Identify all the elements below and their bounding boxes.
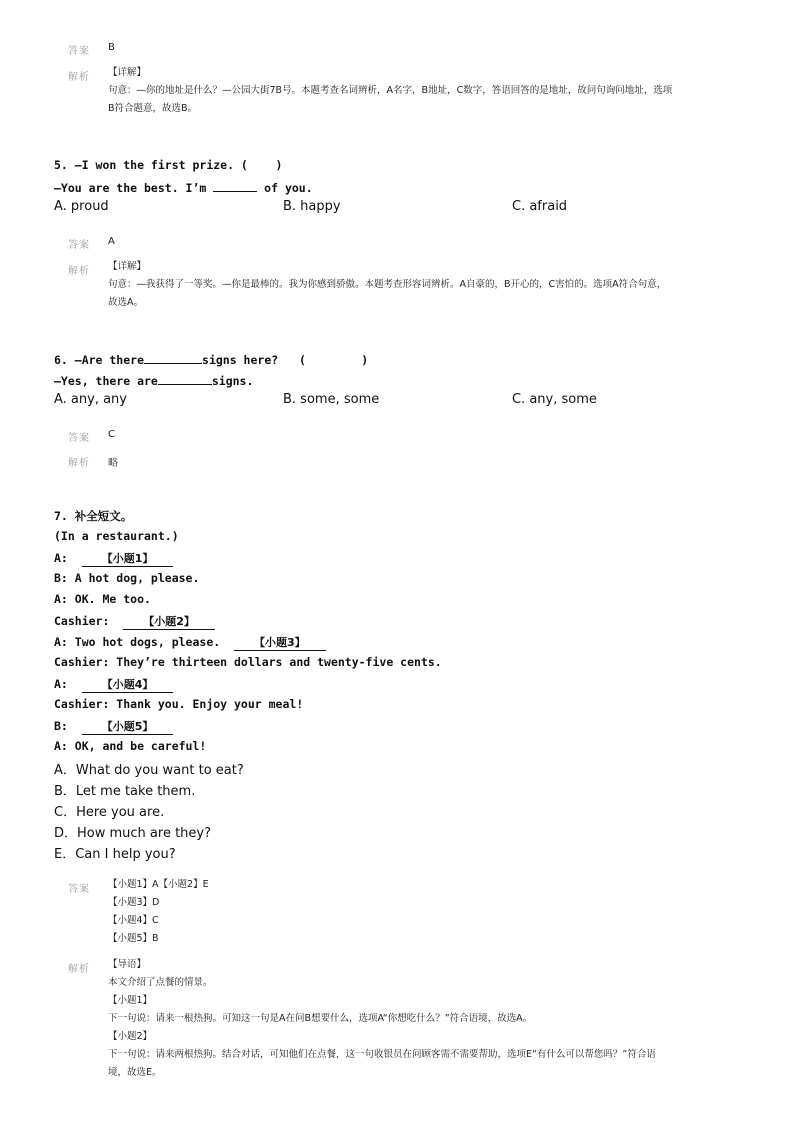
question-5-line2: —You are the best. I’m of you. xyxy=(54,181,313,195)
blank-3: 【小题3】 xyxy=(234,634,326,651)
dialogue-line: A: 【小题4】 xyxy=(54,676,173,693)
blank-4: 【小题4】 xyxy=(82,676,174,693)
question-7-title: 7. 补全短文。 xyxy=(54,509,133,523)
analysis-label: 解析 xyxy=(68,458,90,469)
analysis-text: 【详解】 句意：—我获得了一等奖。—你是最棒的。我为你感到骄傲。本题考查形容词辨析。A自豪的，B开心的，C害怕的。选项A符合句意， 故选A。 xyxy=(108,261,667,308)
dialogue-context: (In a restaurant.) xyxy=(54,529,179,543)
option-c: C. afraid xyxy=(512,199,568,214)
dialogue-line: B: A hot dog, please. xyxy=(54,571,200,585)
choice-c: C．Here you are. xyxy=(54,805,165,820)
choice-d: D．How much are they? xyxy=(54,826,212,841)
answer-label: 答案 xyxy=(68,884,90,895)
analysis-label: 解析 xyxy=(68,266,90,277)
option-a: A. proud xyxy=(54,199,109,214)
question-5-line1: 5. —I won the first prize. ( ) xyxy=(54,158,283,172)
analysis-text: 略 xyxy=(108,458,118,469)
analysis-label: 解析 xyxy=(68,72,90,83)
choice-b: B．Let me take them. xyxy=(54,784,196,799)
answer-value: B xyxy=(108,42,115,53)
choice-e: E．Can I help you? xyxy=(54,847,176,862)
blank-5: 【小题5】 xyxy=(82,718,174,735)
blank-2: 【小题2】 xyxy=(123,613,215,630)
dialogue-line: Cashier: Thank you. Enjoy your meal! xyxy=(54,697,304,711)
dialogue-line: A: 【小题1】 xyxy=(54,550,173,567)
dialogue-line: A: Two hot dogs, please. 【小题3】 xyxy=(54,634,326,651)
option-b: B. happy xyxy=(283,199,341,214)
answer-label: 答案 xyxy=(68,240,90,251)
answer-label: 答案 xyxy=(68,46,90,57)
answer-value: A xyxy=(108,236,115,247)
dialogue-line: Cashier: They’re thirteen dollars and twenty-five cents. xyxy=(54,655,442,669)
answer-label: 答案 xyxy=(68,433,90,444)
dialogue-line: A: OK, and be careful! xyxy=(54,739,207,753)
choice-a: A．What do you want to eat? xyxy=(54,763,244,778)
blank-1: 【小题1】 xyxy=(82,550,174,567)
dialogue-line: Cashier: 【小题2】 xyxy=(54,613,215,630)
question-6-line1: 6. —Are there signs here? ( ) xyxy=(54,353,369,367)
analysis-text: 【导语】 本文介绍了点餐的情景。 【小题1】 下一句说：请来一根热狗。可知这一句是A在问B想要什么，选项A“你想吃什么？”符合语境，故选A。 【小题2】 下一句说：请来两根热狗。结合对话，可知他们在点餐，这一句收银员在问顾客需不需要帮助，选项E“有什么可以帮您吗？”符合语 境，故选E。 xyxy=(108,959,656,1078)
analysis-text: 【详解】 句意：—你的地址是什么？—公园大街7B号。本题考查名词辨析，A名字，B地址，C数字，答语回答的是地址，故问句询问地址，选项 B符合题意，故选B。 xyxy=(108,67,673,114)
option-b: B. some, some xyxy=(283,392,380,407)
question-6-line2: —Yes, there are signs. xyxy=(54,374,254,388)
answer-value: C xyxy=(108,429,115,440)
option-a: A. any, any xyxy=(54,392,127,407)
dialogue-line: B: 【小题5】 xyxy=(54,718,173,735)
option-c: C. any, some xyxy=(512,392,597,407)
dialogue-line: A: OK. Me too. xyxy=(54,592,151,606)
analysis-label: 解析 xyxy=(68,964,90,975)
answer-list: 【小题1】A【小题2】E 【小题3】D 【小题4】C 【小题5】B xyxy=(108,879,209,944)
